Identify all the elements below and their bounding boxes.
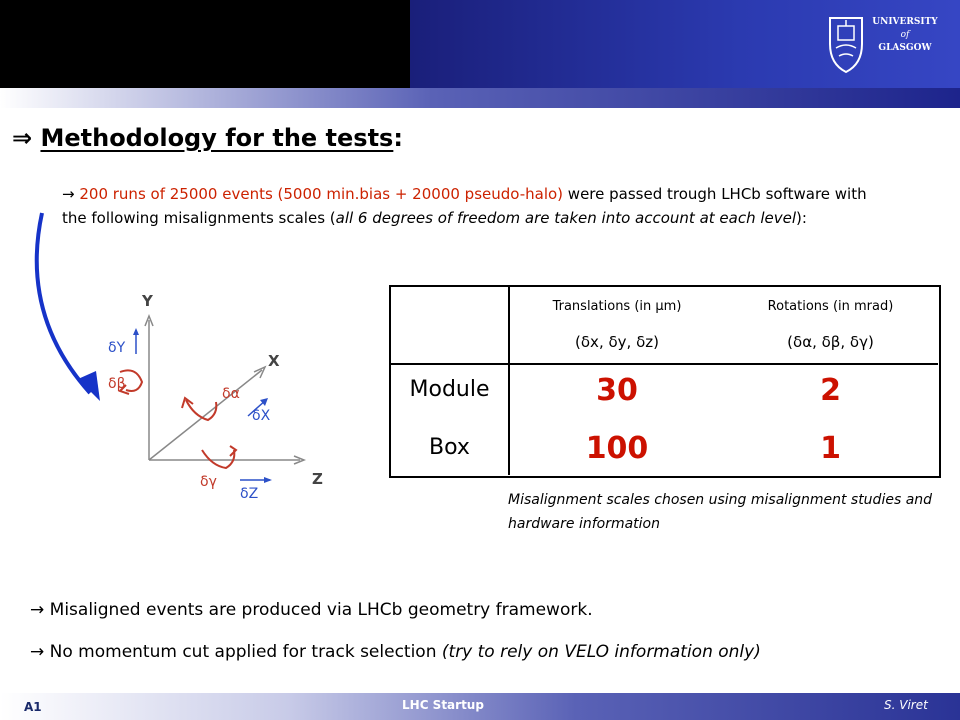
db-label: δβ: [108, 376, 126, 392]
header-gradient-bar: [0, 88, 960, 108]
bullet-2: [30, 642, 761, 662]
module-rotation-value: 2: [820, 373, 841, 408]
dz-arrowhead: [264, 477, 272, 483]
box-rotation-value: 1: [820, 431, 841, 466]
title-text: Methodology for the tests: [40, 124, 394, 152]
dg-rotation: [202, 450, 234, 468]
x-label: X: [268, 352, 280, 370]
dg-label: δγ: [200, 474, 217, 490]
x-axis: [149, 370, 262, 460]
da-label: δα: [222, 386, 240, 402]
footer-slide-id: A1: [24, 700, 42, 714]
bullet-2-arrow: →: [30, 642, 45, 662]
axes-diagram: [90, 290, 350, 500]
module-translation-value: 30: [596, 373, 638, 408]
header-translations-line1: Translations (in μm): [552, 299, 682, 314]
bullet-2-italic: (try to rely on VELO information only): [441, 642, 761, 662]
dz-label: δZ: [240, 486, 259, 500]
intro-text-1: were passed trough LHCb software with the following misalignments scales (: [62, 185, 867, 227]
intro-italic-text: all 6 degrees of freedom are taken into account at each level: [335, 209, 797, 227]
university-logo: [826, 12, 946, 76]
header-translations: [511, 287, 723, 363]
logo-line-1: UNIVERSITY: [872, 17, 938, 27]
header-black-panel: [0, 0, 410, 88]
header-rotations-line2: (δα, δβ, δγ): [787, 333, 874, 351]
intro-red-text: 200 runs of 25000 events (5000 min.bias + 20000 pseudo-halo): [79, 185, 564, 203]
footer-title: LHC Startup: [402, 698, 484, 712]
dx-label: δX: [252, 408, 271, 424]
logo-line-2: of: [900, 30, 910, 40]
table-note: Misalignment scales chosen using misalignment studies and hardware information: [508, 492, 933, 532]
dy-arrowhead: [133, 328, 139, 335]
intro-paragraph: [62, 182, 882, 230]
row-label-module: Module: [409, 377, 490, 402]
title-arrow: ⇒: [12, 124, 33, 152]
row-label-box: Box: [429, 435, 470, 460]
logo-line-3: GLASGOW: [878, 43, 932, 53]
table-divider-h1: [391, 363, 938, 365]
bullet-1-arrow: →: [30, 600, 45, 620]
dy-label: δY: [108, 340, 126, 356]
footer-bar: [0, 693, 960, 720]
intro-arrow: →: [62, 185, 75, 203]
table-divider-v1: [508, 287, 510, 475]
box-translation-value: 100: [585, 431, 649, 466]
bullet-1: [30, 600, 593, 620]
header-rotations: [723, 287, 938, 363]
footer-author: S. Viret: [884, 698, 928, 712]
header-rotations-line1: Rotations (in mrad): [767, 299, 894, 314]
bullet-1-text: Misaligned events are produced via LHCb geometry framework.: [49, 600, 593, 620]
university-crest-icon: [826, 14, 866, 74]
slide-title: [12, 124, 403, 152]
misalignment-table: [389, 285, 941, 478]
z-label: Z: [312, 470, 323, 488]
header-translations-line2: (δx, δy, δz): [575, 333, 659, 351]
y-label: Y: [142, 292, 153, 310]
bullet-2-text: No momentum cut applied for track selection: [49, 642, 442, 662]
intro-text-2: ):: [796, 209, 807, 227]
title-colon: :: [393, 124, 403, 152]
